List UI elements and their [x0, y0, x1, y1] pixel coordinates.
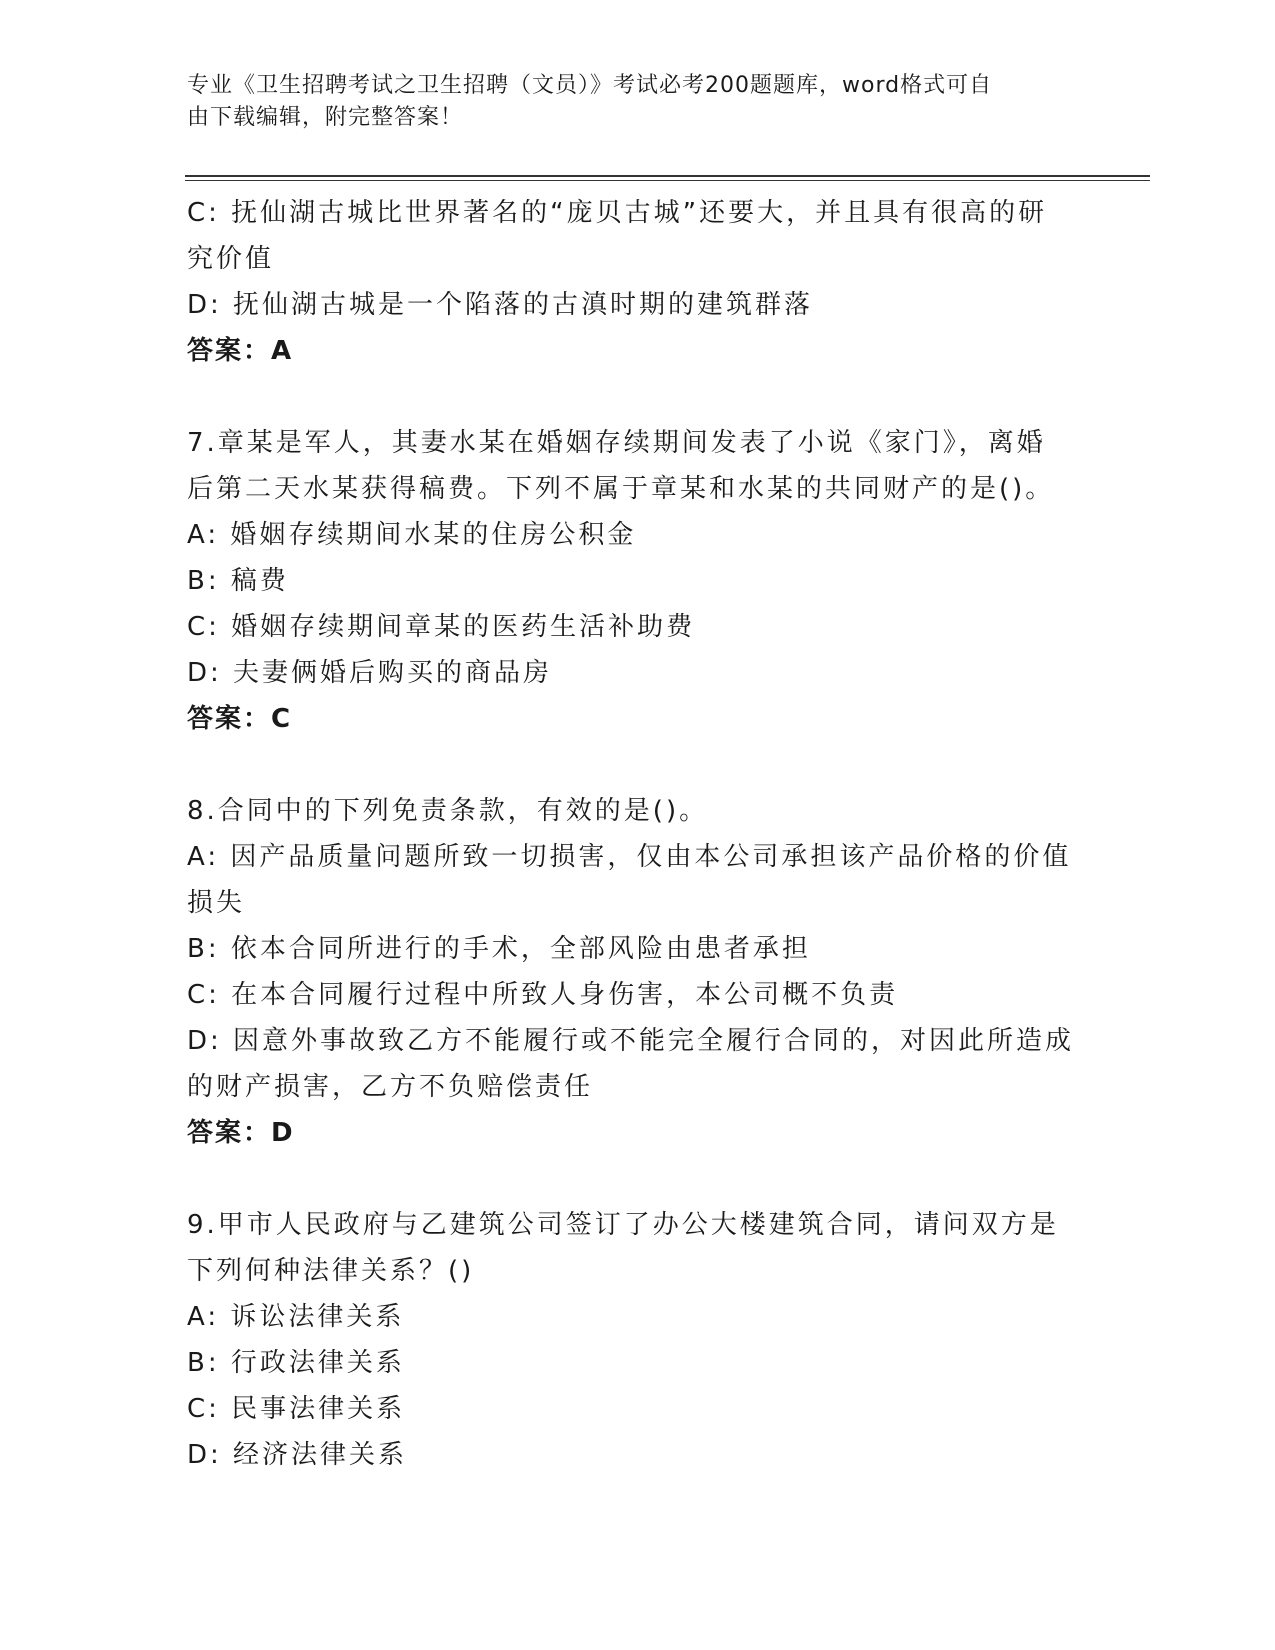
q8-option-d-line-2: 的财产损害，乙方不负赔偿责任 [187, 1072, 594, 1102]
question-list [187, 190, 1077, 1478]
q9-stem-line-1: 9.甲市人民政府与乙建筑公司签订了办公大楼建筑合同，请问双方是 [187, 1210, 1059, 1240]
header-line-1: 专业《卫生招聘考试之卫生招聘（文员）》考试必考200题题库，word格式可自 [187, 73, 993, 98]
q7-option-a: A: 婚姻存续期间水某的住房公积金 [187, 520, 637, 550]
spacer [187, 374, 1077, 420]
question-9 [187, 1202, 1077, 1478]
q9-option-a: A: 诉讼法律关系 [187, 1302, 405, 1332]
q7-option-d: D: 夫妻俩婚后购买的商品房 [187, 658, 553, 688]
question-7 [187, 420, 1077, 742]
question-6 [187, 190, 1077, 374]
q7-option-b: B: 稿费 [187, 566, 289, 596]
q8-option-b: B: 依本合同所进行的手术，全部风险由患者承担 [187, 934, 811, 964]
header-rule-thick [185, 175, 1150, 177]
q6-answer: 答案：A [187, 336, 294, 366]
spacer [187, 742, 1077, 788]
q6-option-d: D: 抚仙湖古城是一个陷落的古滇时期的建筑群落 [187, 290, 814, 320]
q7-stem-line-2: 后第二天水某获得稿费。下列不属于章某和水某的共同财产的是()。 [187, 474, 1055, 504]
q7-option-c: C: 婚姻存续期间章某的医药生活补助费 [187, 612, 696, 642]
question-8 [187, 788, 1077, 1156]
header-rule-thin [185, 180, 1150, 181]
q7-stem-line-1: 7.章某是军人，其妻水某在婚姻存续期间发表了小说《家门》，离婚 [187, 428, 1046, 458]
q8-option-c: C: 在本合同履行过程中所致人身伤害，本公司概不负责 [187, 980, 899, 1010]
q6-option-c-line-2: 究价值 [187, 244, 275, 274]
q9-option-d: D: 经济法律关系 [187, 1440, 408, 1470]
q7-answer: 答案：C [187, 704, 293, 734]
q6-option-c-line-1: C: 抚仙湖古城比世界著名的“庞贝古城”还要大，并且具有很高的研 [187, 198, 1048, 228]
q9-stem-line-2: 下列何种法律关系？() [187, 1256, 475, 1286]
q8-option-a-line-1: A: 因产品质量问题所致一切损害，仅由本公司承担该产品价格的价值 [187, 842, 1072, 872]
q8-stem: 8.合同中的下列免责条款，有效的是()。 [187, 796, 709, 826]
document-header [187, 70, 1067, 134]
header-line-2: 由下载编辑，附完整答案！ [187, 105, 464, 130]
q8-answer: 答案：D [187, 1118, 295, 1148]
q8-option-a-line-2: 损失 [187, 888, 246, 918]
q9-option-c: C: 民事法律关系 [187, 1394, 406, 1424]
q9-option-b: B: 行政法律关系 [187, 1348, 405, 1378]
q8-option-d-line-1: D: 因意外事故致乙方不能履行或不能完全履行合同的，对因此所造成 [187, 1026, 1075, 1056]
spacer [187, 1156, 1077, 1202]
